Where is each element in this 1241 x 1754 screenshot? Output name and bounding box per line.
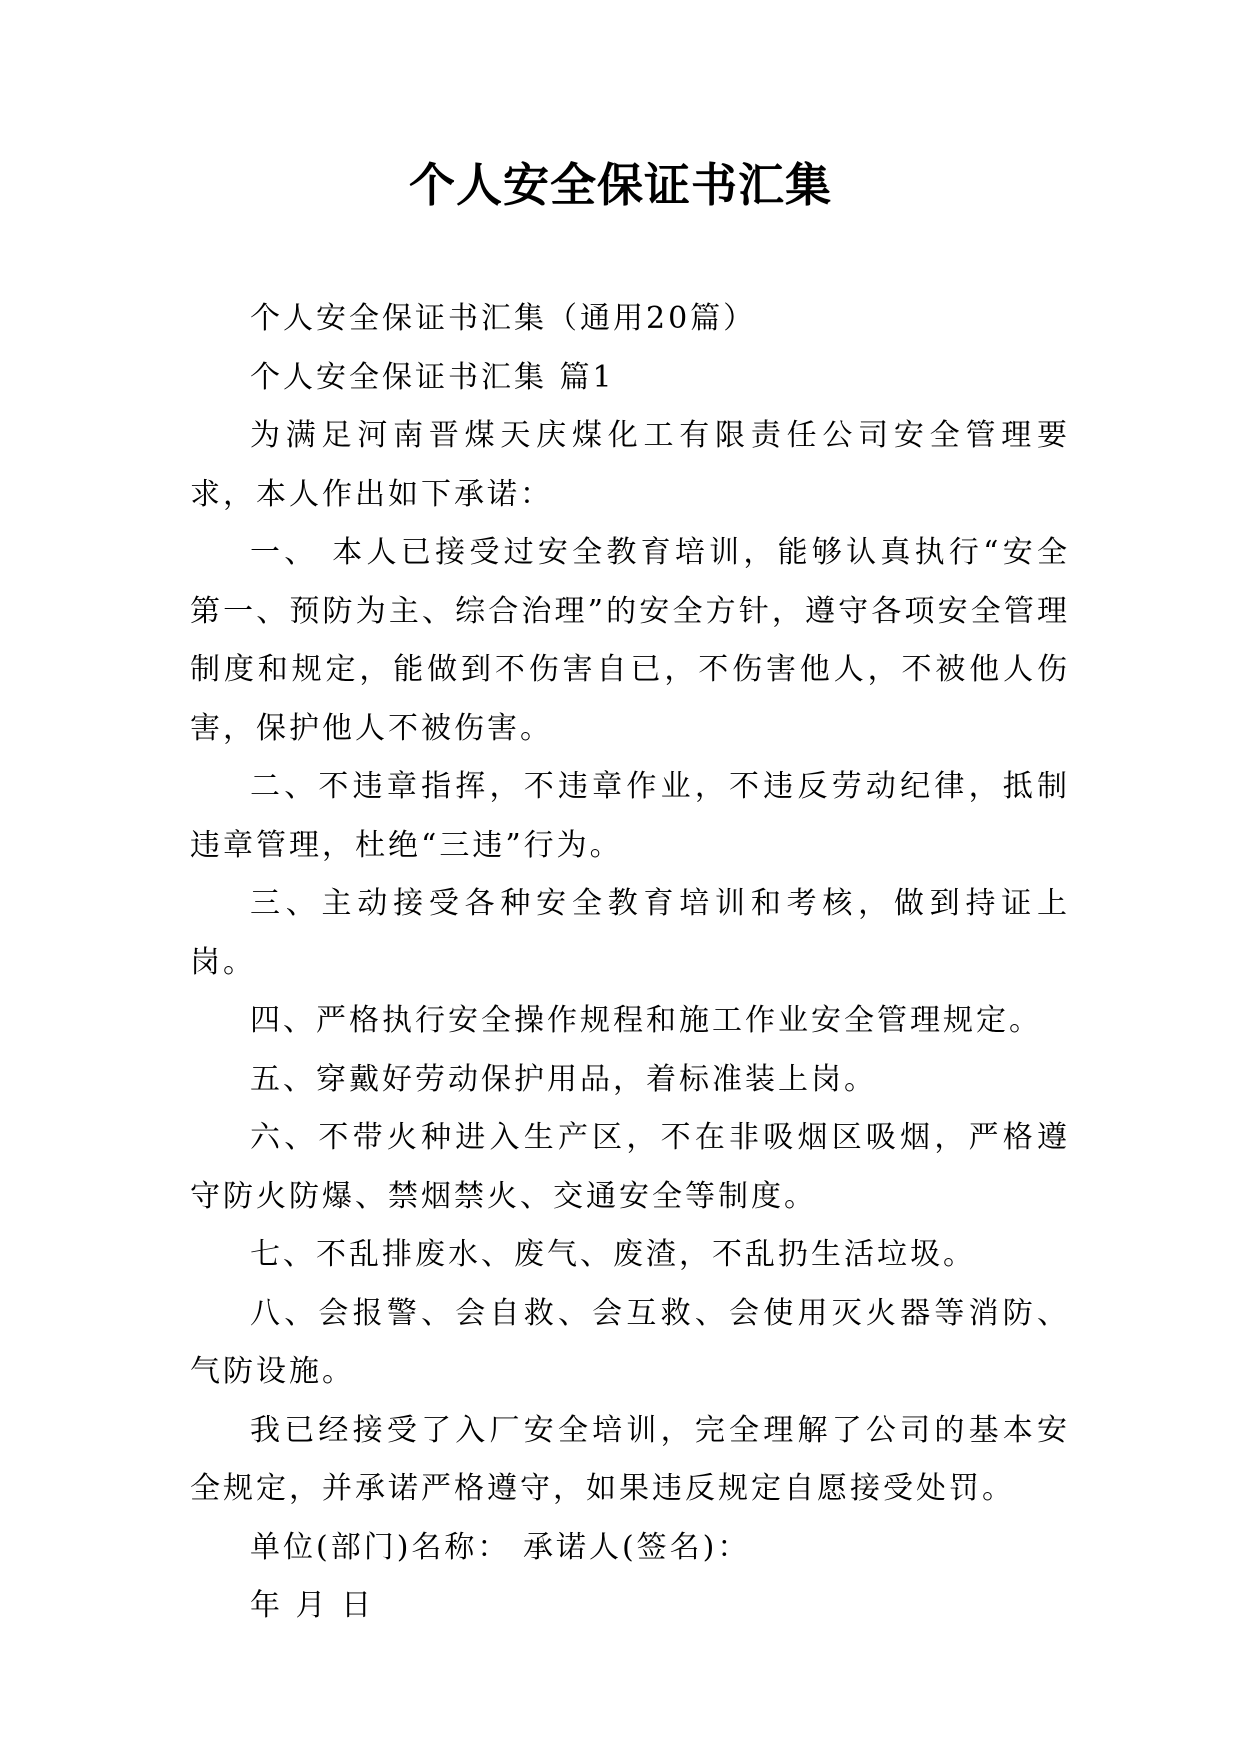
pledge-item-8: 八、会报警、会自救、会互救、会使用灭火器等消防、气防设施。 bbox=[190, 1295, 1070, 1389]
pledge-item-4: 四、严格执行安全操作规程和施工作业安全管理规定。 bbox=[250, 1003, 1042, 1038]
intro-paragraph: 为满足河南晋煤天庆煤化工有限责任公司安全管理要求，本人作出如下承诺： bbox=[190, 418, 1070, 512]
pledge-item-2: 二、不违章指挥，不违章作业，不违反劳动纪律，抵制违章管理，杜绝“三违”行为。 bbox=[190, 769, 1070, 863]
pledge-item-1: 一、 本人已接受过安全教育培训，能够认真执行“安全第一、预防为主、综合治理”的安全方针，遵守各项安全管理制度和规定，能做到不伤害自已，不伤害他人，不被他人伤害，保护他人不被伤害。 bbox=[190, 535, 1070, 746]
signature-line: 单位(部门)名称： 承诺人(签名)： bbox=[250, 1529, 751, 1565]
pledge-item-7: 七、不乱排废水、废气、废渣，不乱扔生活垃圾。 bbox=[250, 1237, 976, 1272]
pledge-item-6: 六、不带火种进入生产区，不在非吸烟区吸烟，严格遵守防火防爆、禁烟禁火、交通安全等制度。 bbox=[190, 1120, 1070, 1214]
date-line: 年 月 日 bbox=[250, 1588, 375, 1623]
pledge-item-5: 五、穿戴好劳动保护用品，着标准装上岗。 bbox=[250, 1061, 877, 1097]
document-body bbox=[190, 290, 1070, 1636]
section-heading: 个人安全保证书汇集 篇1 bbox=[250, 359, 615, 395]
document-title: 个人安全保证书汇集 bbox=[409, 158, 832, 212]
pledge-item-3: 三、主动接受各种安全教育培训和考核，做到持证上岗。 bbox=[190, 886, 1070, 980]
closing-paragraph: 我已经接受了入厂安全培训，完全理解了公司的基本安全规定，并承诺严格遵守，如果违反规定自愿接受处罚。 bbox=[190, 1412, 1070, 1506]
subtitle-paragraph: 个人安全保证书汇集（通用20篇） bbox=[250, 301, 757, 336]
